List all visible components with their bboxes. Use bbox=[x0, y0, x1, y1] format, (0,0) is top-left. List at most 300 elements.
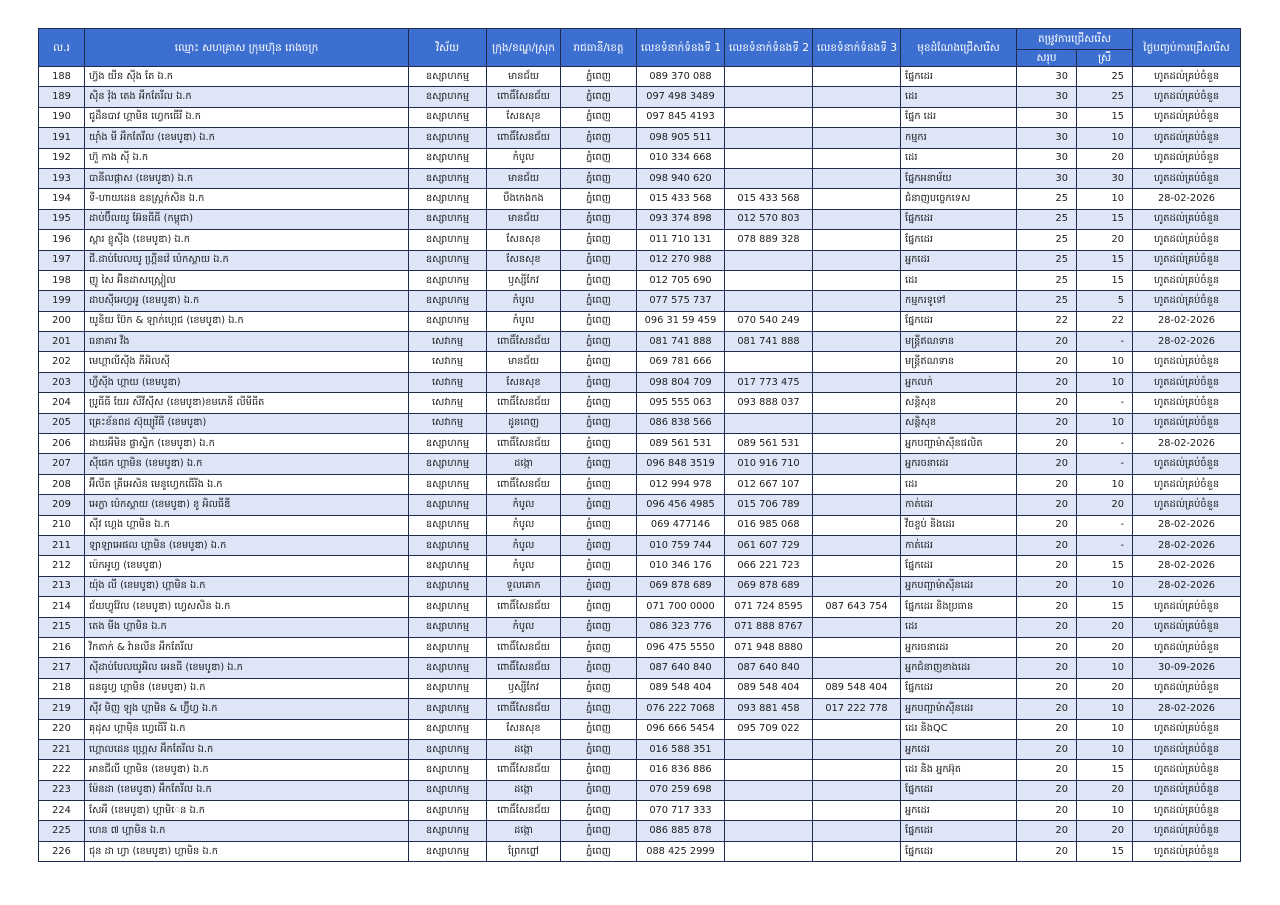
cell-province: ភ្នំពេញ bbox=[561, 107, 637, 127]
cell-district: ពោធិ៍សែនជ័យ bbox=[487, 637, 561, 657]
cell-deadline: 28-02-2026 bbox=[1133, 576, 1241, 596]
cell-company-name: ឡាឡាអេផល ហ្គាមិន (ខេមបូឌា) ឯ.ក bbox=[85, 535, 409, 555]
cell-total: 20 bbox=[1017, 332, 1077, 352]
cell-phone-1: 076 222 7068 bbox=[637, 699, 725, 719]
cell-province: ភ្នំពេញ bbox=[561, 393, 637, 413]
cell-phone-2 bbox=[725, 148, 813, 168]
cell-no: 194 bbox=[39, 189, 85, 209]
cell-female: 10 bbox=[1077, 474, 1133, 494]
cell-phone-1: 089 370 088 bbox=[637, 67, 725, 87]
cell-female: - bbox=[1077, 515, 1133, 535]
cell-province: ភ្នំពេញ bbox=[561, 372, 637, 392]
cell-district: ឫស្សីកែវ bbox=[487, 678, 561, 698]
cell-position: ផ្នែកដេរ bbox=[901, 678, 1017, 698]
header-sector: វិស័យ bbox=[409, 29, 487, 67]
cell-deadline: 28-02-2026 bbox=[1133, 535, 1241, 555]
cell-female: 10 bbox=[1077, 739, 1133, 759]
cell-no: 189 bbox=[39, 87, 85, 107]
cell-phone-2 bbox=[725, 128, 813, 148]
cell-company-name: យូនិយ ប៊ែក & ឡាក់ហ្គេជ (ខេមបូឌា) ឯ.ក bbox=[85, 311, 409, 331]
cell-company-name: ស៊ីដាប់បែលយូអិល អេនធី (ខេមបូឌា) ឯ.ក bbox=[85, 658, 409, 678]
cell-district: កំបូល bbox=[487, 515, 561, 535]
cell-province: ភ្នំពេញ bbox=[561, 495, 637, 515]
cell-province: ភ្នំពេញ bbox=[561, 413, 637, 433]
cell-phone-3 bbox=[813, 230, 901, 250]
job-listing-table bbox=[38, 28, 1241, 862]
table-row bbox=[39, 311, 1241, 331]
cell-sector: សេវាកម្ម bbox=[409, 372, 487, 392]
table-row bbox=[39, 760, 1241, 780]
cell-sector: ឧស្សាហកម្ម bbox=[409, 637, 487, 657]
cell-phone-3 bbox=[813, 719, 901, 739]
cell-female: 10 bbox=[1077, 658, 1133, 678]
cell-total: 20 bbox=[1017, 495, 1077, 515]
cell-no: 204 bbox=[39, 393, 85, 413]
cell-phone-1: 095 555 063 bbox=[637, 393, 725, 413]
cell-district: ដូនពេញ bbox=[487, 413, 561, 433]
cell-company-name: ជ័យហ្វូវ៉ែល (ខេមបូឌា) ហ្វេសសិន ឯ.ក bbox=[85, 597, 409, 617]
cell-district: កំបូល bbox=[487, 556, 561, 576]
cell-district: សែនសុខ bbox=[487, 250, 561, 270]
cell-company-name: ហ្គោលដេន ហ្គ្រេស អឹកតែរីល ឯ.ក bbox=[85, 739, 409, 759]
cell-phone-3 bbox=[813, 556, 901, 576]
cell-phone-3 bbox=[813, 270, 901, 290]
cell-phone-2: 071 724 8595 bbox=[725, 597, 813, 617]
cell-phone-2: 095 709 022 bbox=[725, 719, 813, 739]
cell-sector: សេវាកម្ម bbox=[409, 332, 487, 352]
cell-phone-1: 081 741 888 bbox=[637, 332, 725, 352]
cell-phone-3 bbox=[813, 434, 901, 454]
cell-total: 20 bbox=[1017, 597, 1077, 617]
cell-female: 20 bbox=[1077, 230, 1133, 250]
cell-phone-3 bbox=[813, 148, 901, 168]
cell-deadline: ហូតដល់គ្រប់ចំនួន bbox=[1133, 148, 1241, 168]
cell-no: 200 bbox=[39, 311, 85, 331]
cell-no: 218 bbox=[39, 678, 85, 698]
cell-position: កាត់ដេរ bbox=[901, 495, 1017, 515]
cell-deadline: ហូតដល់គ្រប់ចំនួន bbox=[1133, 719, 1241, 739]
cell-position: ផ្នែកដេរ bbox=[901, 780, 1017, 800]
cell-phone-1: 093 374 898 bbox=[637, 209, 725, 229]
cell-phone-2: 010 916 710 bbox=[725, 454, 813, 474]
cell-phone-1: 087 640 840 bbox=[637, 658, 725, 678]
cell-phone-3 bbox=[813, 393, 901, 413]
cell-phone-1: 086 885 878 bbox=[637, 821, 725, 841]
cell-province: ភ្នំពេញ bbox=[561, 67, 637, 87]
cell-phone-3 bbox=[813, 454, 901, 474]
cell-deadline: ហូតដល់គ្រប់ចំនួន bbox=[1133, 801, 1241, 821]
cell-sector: ឧស្សាហកម្ម bbox=[409, 128, 487, 148]
cell-female: 15 bbox=[1077, 250, 1133, 270]
table-row bbox=[39, 841, 1241, 861]
cell-company-name: អានជីលី ហ្គាមិន (ខេមបូឌា) ឯ.ក bbox=[85, 760, 409, 780]
cell-total: 20 bbox=[1017, 556, 1077, 576]
table-row bbox=[39, 270, 1241, 290]
cell-deadline: 28-02-2026 bbox=[1133, 189, 1241, 209]
header-phone-2: លេខទំនាក់ទំនងទី 2 bbox=[725, 29, 813, 67]
cell-no: 220 bbox=[39, 719, 85, 739]
cell-total: 25 bbox=[1017, 291, 1077, 311]
cell-total: 20 bbox=[1017, 678, 1077, 698]
table-row bbox=[39, 352, 1241, 372]
table-row bbox=[39, 189, 1241, 209]
cell-province: ភ្នំពេញ bbox=[561, 678, 637, 698]
cell-deadline: 30-09-2026 bbox=[1133, 658, 1241, 678]
cell-phone-1: 097 498 3489 bbox=[637, 87, 725, 107]
cell-phone-3 bbox=[813, 617, 901, 637]
cell-total: 20 bbox=[1017, 372, 1077, 392]
table-body bbox=[39, 67, 1241, 862]
cell-sector: សេវាកម្ម bbox=[409, 413, 487, 433]
cell-phone-2 bbox=[725, 841, 813, 861]
cell-total: 30 bbox=[1017, 87, 1077, 107]
cell-female: 10 bbox=[1077, 352, 1133, 372]
cell-phone-2: 093 888 037 bbox=[725, 393, 813, 413]
table-row bbox=[39, 617, 1241, 637]
cell-phone-1: 010 334 668 bbox=[637, 148, 725, 168]
cell-total: 20 bbox=[1017, 780, 1077, 800]
cell-no: 195 bbox=[39, 209, 85, 229]
cell-phone-1: 089 548 404 bbox=[637, 678, 725, 698]
cell-phone-2: 093 881 458 bbox=[725, 699, 813, 719]
cell-phone-3 bbox=[813, 637, 901, 657]
cell-total: 30 bbox=[1017, 107, 1077, 127]
cell-phone-1: 012 270 988 bbox=[637, 250, 725, 270]
cell-phone-1: 086 323 776 bbox=[637, 617, 725, 637]
cell-phone-2: 087 640 840 bbox=[725, 658, 813, 678]
cell-female: 15 bbox=[1077, 760, 1133, 780]
cell-company-name: ជូដឹនបាវ ហ្គាមិន ហ្វេកធើរី ឯ.ក bbox=[85, 107, 409, 127]
cell-phone-3 bbox=[813, 87, 901, 107]
cell-phone-1: 010 759 744 bbox=[637, 535, 725, 555]
cell-phone-2: 016 985 068 bbox=[725, 515, 813, 535]
cell-deadline: ហូតដល់គ្រប់ចំនួន bbox=[1133, 678, 1241, 698]
cell-phone-3 bbox=[813, 189, 901, 209]
cell-district: ពោធិ៍សែនជ័យ bbox=[487, 760, 561, 780]
cell-province: ភ្នំពេញ bbox=[561, 841, 637, 861]
cell-company-name: ប្រូធីធី យែរ សឺវីស៊ីស (ខេមបូឌា)ខមភេនី លីមីធីត bbox=[85, 393, 409, 413]
cell-position: អ្នកដេរ bbox=[901, 739, 1017, 759]
cell-phone-1: 015 433 568 bbox=[637, 189, 725, 209]
cell-company-name: ស៊ីវ ហ្គេង ហ្គាមិន ឯ.ក bbox=[85, 515, 409, 535]
cell-phone-2 bbox=[725, 291, 813, 311]
cell-female: 30 bbox=[1077, 168, 1133, 188]
cell-company-name: មេហ្គាលីស៊ីង ភីអិលស៊ី bbox=[85, 352, 409, 372]
cell-phone-2 bbox=[725, 270, 813, 290]
cell-female: 22 bbox=[1077, 311, 1133, 331]
cell-phone-1: 077 575 737 bbox=[637, 291, 725, 311]
cell-deadline: ហូតដល់គ្រប់ចំនួន bbox=[1133, 454, 1241, 474]
cell-company-name: បានីលផ្កាស (ខេមបូឌា) ឯ.ក bbox=[85, 168, 409, 188]
cell-company-name: យ៉ុង លី (ខេមបូឌា) ហ្គាមិន ឯ.ក bbox=[85, 576, 409, 596]
cell-province: ភ្នំពេញ bbox=[561, 332, 637, 352]
table-row bbox=[39, 332, 1241, 352]
cell-phone-3 bbox=[813, 372, 901, 392]
cell-no: 212 bbox=[39, 556, 85, 576]
cell-total: 25 bbox=[1017, 209, 1077, 229]
cell-deadline: ហូតដល់គ្រប់ចំនួន bbox=[1133, 128, 1241, 148]
cell-province: ភ្នំពេញ bbox=[561, 454, 637, 474]
cell-province: ភ្នំពេញ bbox=[561, 311, 637, 331]
cell-deadline: ហូតដល់គ្រប់ចំនួន bbox=[1133, 67, 1241, 87]
cell-phone-2: 061 607 729 bbox=[725, 535, 813, 555]
table-row bbox=[39, 230, 1241, 250]
cell-phone-1: 096 31 59 459 bbox=[637, 311, 725, 331]
table-row bbox=[39, 168, 1241, 188]
cell-no: 217 bbox=[39, 658, 85, 678]
cell-no: 213 bbox=[39, 576, 85, 596]
cell-district: ដង្កោ bbox=[487, 454, 561, 474]
cell-total: 20 bbox=[1017, 699, 1077, 719]
cell-sector: ឧស្សាហកម្ម bbox=[409, 801, 487, 821]
cell-position: វីចខ្ចប់ និងដេរ bbox=[901, 515, 1017, 535]
cell-no: 211 bbox=[39, 535, 85, 555]
cell-position: អ្នកជំនាញខាងដេរ bbox=[901, 658, 1017, 678]
cell-position: ផ្នែកដេរ bbox=[901, 841, 1017, 861]
cell-position: ដេរ និងQC bbox=[901, 719, 1017, 739]
cell-deadline: ហូតដល់គ្រប់ចំនួន bbox=[1133, 209, 1241, 229]
table-row bbox=[39, 576, 1241, 596]
cell-sector: ឧស្សាហកម្ម bbox=[409, 576, 487, 596]
cell-no: 201 bbox=[39, 332, 85, 352]
cell-female: 20 bbox=[1077, 821, 1133, 841]
cell-company-name: ហ្វីស៊ីង ហ្គាយ (ខេមបូឌា) bbox=[85, 372, 409, 392]
cell-female: 15 bbox=[1077, 107, 1133, 127]
cell-phone-2: 078 889 328 bbox=[725, 230, 813, 250]
cell-sector: ឧស្សាហកម្ម bbox=[409, 474, 487, 494]
cell-position: កាត់ដេរ bbox=[901, 535, 1017, 555]
table-row bbox=[39, 719, 1241, 739]
cell-sector: សេវាកម្ម bbox=[409, 393, 487, 413]
cell-sector: ឧស្សាហកម្ម bbox=[409, 760, 487, 780]
cell-phone-3 bbox=[813, 658, 901, 678]
cell-district: កំបូល bbox=[487, 291, 561, 311]
cell-no: 219 bbox=[39, 699, 85, 719]
cell-no: 202 bbox=[39, 352, 85, 372]
cell-phone-1: 086 838 566 bbox=[637, 413, 725, 433]
cell-position: ផ្នែកដេរ bbox=[901, 821, 1017, 841]
cell-total: 20 bbox=[1017, 535, 1077, 555]
cell-deadline: ហូតដល់គ្រប់ចំនួន bbox=[1133, 270, 1241, 290]
cell-phone-2 bbox=[725, 413, 813, 433]
cell-phone-1: 071 700 0000 bbox=[637, 597, 725, 617]
cell-female: 15 bbox=[1077, 209, 1133, 229]
cell-phone-3 bbox=[813, 780, 901, 800]
cell-female: 10 bbox=[1077, 189, 1133, 209]
cell-company-name: វិកតាក់ & វ៉ានលីន អឹកតែរីល bbox=[85, 637, 409, 657]
cell-company-name: ដាប់ប៊ឹលយូ អ៊ែនធីធី (កម្ពុជា) bbox=[85, 209, 409, 229]
cell-total: 20 bbox=[1017, 719, 1077, 739]
cell-sector: ឧស្សាហកម្ម bbox=[409, 148, 487, 168]
cell-province: ភ្នំពេញ bbox=[561, 87, 637, 107]
cell-phone-1: 070 259 698 bbox=[637, 780, 725, 800]
cell-sector: ឧស្សាហកម្ម bbox=[409, 495, 487, 515]
cell-province: ភ្នំពេញ bbox=[561, 352, 637, 372]
cell-company-name: ម៉ែនដា (ខេមបូឌា) អឹកតែរីល ឯ.ក bbox=[85, 780, 409, 800]
table-row bbox=[39, 780, 1241, 800]
cell-phone-2: 015 706 789 bbox=[725, 495, 813, 515]
cell-province: ភ្នំពេញ bbox=[561, 128, 637, 148]
cell-position: កម្មករទូទៅ bbox=[901, 291, 1017, 311]
cell-position: ដេរ bbox=[901, 270, 1017, 290]
cell-phone-3 bbox=[813, 821, 901, 841]
cell-phone-3 bbox=[813, 250, 901, 270]
table-row bbox=[39, 474, 1241, 494]
cell-position: អ្នករចនាដេរ bbox=[901, 454, 1017, 474]
cell-female: - bbox=[1077, 332, 1133, 352]
cell-phone-3 bbox=[813, 209, 901, 229]
cell-deadline: ហូតដល់គ្រប់ចំនួន bbox=[1133, 87, 1241, 107]
cell-district: ពោធិ៍សែនជ័យ bbox=[487, 393, 561, 413]
cell-position: មន្ត្រីឥណទាន bbox=[901, 332, 1017, 352]
cell-position: ផ្នែកដេរ bbox=[901, 311, 1017, 331]
cell-phone-1: 098 940 620 bbox=[637, 168, 725, 188]
cell-company-name: ញូ សៃ អ៊ិនដាសស្ត្រៀល bbox=[85, 270, 409, 290]
cell-district: ពោធិ៍សែនជ័យ bbox=[487, 474, 561, 494]
cell-district: ពោធិ៍សែនជ័យ bbox=[487, 658, 561, 678]
table-row bbox=[39, 801, 1241, 821]
cell-female: 20 bbox=[1077, 780, 1133, 800]
cell-sector: ឧស្សាហកម្ម bbox=[409, 168, 487, 188]
cell-company-name: ប៉េកអូហ្វ (ខេមបូឌា) bbox=[85, 556, 409, 576]
cell-no: 206 bbox=[39, 434, 85, 454]
cell-sector: ឧស្សាហកម្ម bbox=[409, 841, 487, 861]
cell-phone-1: 098 804 709 bbox=[637, 372, 725, 392]
cell-no: 192 bbox=[39, 148, 85, 168]
cell-province: ភ្នំពេញ bbox=[561, 617, 637, 637]
cell-company-name: សែអឺ (ខេមបូឌា) ហ្គាមិេន ឯ.ក bbox=[85, 801, 409, 821]
cell-phone-1: 070 717 333 bbox=[637, 801, 725, 821]
cell-phone-3 bbox=[813, 760, 901, 780]
cell-province: ភ្នំពេញ bbox=[561, 637, 637, 657]
cell-sector: ឧស្សាហកម្ម bbox=[409, 658, 487, 678]
cell-sector: ឧស្សាហកម្ម bbox=[409, 617, 487, 637]
cell-phone-3 bbox=[813, 739, 901, 759]
cell-deadline: ហូតដល់គ្រប់ចំនួន bbox=[1133, 597, 1241, 617]
cell-sector: ឧស្សាហកម្ម bbox=[409, 107, 487, 127]
cell-female: 20 bbox=[1077, 148, 1133, 168]
cell-female: - bbox=[1077, 454, 1133, 474]
cell-district: សែនសុខ bbox=[487, 372, 561, 392]
cell-district: ព្រែកព្នៅ bbox=[487, 841, 561, 861]
cell-position: ផ្នែក ដេរ bbox=[901, 107, 1017, 127]
cell-district: ដង្កោ bbox=[487, 780, 561, 800]
cell-deadline: 28-02-2026 bbox=[1133, 434, 1241, 454]
cell-position: ដេរ bbox=[901, 87, 1017, 107]
cell-phone-1: 096 848 3519 bbox=[637, 454, 725, 474]
cell-no: 214 bbox=[39, 597, 85, 617]
cell-phone-3: 087 643 754 bbox=[813, 597, 901, 617]
cell-company-name: ជុន ដា ហ្វា (ខេមបូឌា) ហ្គាមិន ឯ.ក bbox=[85, 841, 409, 861]
cell-sector: ឧស្សាហកម្ម bbox=[409, 597, 487, 617]
cell-phone-2 bbox=[725, 760, 813, 780]
table-row bbox=[39, 434, 1241, 454]
cell-position: សន្តិសុខ bbox=[901, 393, 1017, 413]
cell-total: 25 bbox=[1017, 250, 1077, 270]
cell-deadline: ហូតដល់គ្រប់ចំនួន bbox=[1133, 841, 1241, 861]
cell-deadline: ហូតដល់គ្រប់ចំនួន bbox=[1133, 760, 1241, 780]
cell-position: អ្នកបញ្ជាម៉ាស៊ីនដេរ bbox=[901, 576, 1017, 596]
cell-position: កម្មករ bbox=[901, 128, 1017, 148]
cell-province: ភ្នំពេញ bbox=[561, 270, 637, 290]
cell-district: បឹងកេងកង bbox=[487, 189, 561, 209]
header-phone-1: លេខទំនាក់ទំនងទី 1 bbox=[637, 29, 725, 67]
cell-company-name: ហ្វ៊ង យីន ស៊ីង តែ ឯ.ក bbox=[85, 67, 409, 87]
cell-company-name: គ្រេះខ័នពដ ស៊ុយ្យូរីធី (ខេមបូឌា) bbox=[85, 413, 409, 433]
cell-total: 25 bbox=[1017, 230, 1077, 250]
cell-province: ភ្នំពេញ bbox=[561, 597, 637, 617]
table-row bbox=[39, 454, 1241, 474]
cell-deadline: ហូតដល់គ្រប់ចំនួន bbox=[1133, 352, 1241, 372]
cell-company-name: យ៉ាំង មី អឹកតែរីល (ខេមបូឌា) ឯ.ក bbox=[85, 128, 409, 148]
cell-province: ភ្នំពេញ bbox=[561, 821, 637, 841]
cell-company-name: ដាបស៊ីអេហ្វអូ (ខេមបូឌា) ឯ.ក bbox=[85, 291, 409, 311]
cell-phone-3 bbox=[813, 535, 901, 555]
cell-phone-2 bbox=[725, 87, 813, 107]
cell-phone-2: 066 221 723 bbox=[725, 556, 813, 576]
cell-district: ពោធិ៍សែនជ័យ bbox=[487, 801, 561, 821]
cell-phone-2: 070 540 249 bbox=[725, 311, 813, 331]
cell-phone-1: 096 456 4985 bbox=[637, 495, 725, 515]
cell-province: ភ្នំពេញ bbox=[561, 189, 637, 209]
cell-phone-1: 089 561 531 bbox=[637, 434, 725, 454]
cell-deadline: ហូតដល់គ្រប់ចំនួន bbox=[1133, 739, 1241, 759]
cell-no: 193 bbox=[39, 168, 85, 188]
cell-total: 30 bbox=[1017, 148, 1077, 168]
cell-province: ភ្នំពេញ bbox=[561, 760, 637, 780]
cell-female: 10 bbox=[1077, 576, 1133, 596]
cell-total: 20 bbox=[1017, 739, 1077, 759]
cell-sector: ឧស្សាហកម្ម bbox=[409, 556, 487, 576]
cell-female: - bbox=[1077, 393, 1133, 413]
cell-province: ភ្នំពេញ bbox=[561, 556, 637, 576]
cell-district: សែនសុខ bbox=[487, 107, 561, 127]
cell-sector: ឧស្សាហកម្ម bbox=[409, 699, 487, 719]
cell-female: 5 bbox=[1077, 291, 1133, 311]
cell-no: 216 bbox=[39, 637, 85, 657]
job-listing-sheet bbox=[38, 28, 1240, 862]
cell-phone-1: 096 475 5550 bbox=[637, 637, 725, 657]
cell-district: ពោធិ៍សែនជ័យ bbox=[487, 699, 561, 719]
cell-position: អ្នកលក់ bbox=[901, 372, 1017, 392]
cell-deadline: ហូតដល់គ្រប់ចំនួន bbox=[1133, 821, 1241, 841]
cell-female: 20 bbox=[1077, 495, 1133, 515]
cell-deadline: 28-02-2026 bbox=[1133, 332, 1241, 352]
cell-company-name: ធនធូហ្វ ហ្គាមិន (ខេមបូឌា) ឯ.ក bbox=[85, 678, 409, 698]
cell-deadline: ហូតដល់គ្រប់ចំនួន bbox=[1133, 107, 1241, 127]
cell-female: 20 bbox=[1077, 617, 1133, 637]
cell-province: ភ្នំពេញ bbox=[561, 291, 637, 311]
cell-total: 30 bbox=[1017, 128, 1077, 148]
cell-province: ភ្នំពេញ bbox=[561, 148, 637, 168]
cell-position: ជំនាញបច្ចេកទេស bbox=[901, 189, 1017, 209]
cell-province: ភ្នំពេញ bbox=[561, 515, 637, 535]
cell-female: 15 bbox=[1077, 841, 1133, 861]
cell-total: 20 bbox=[1017, 576, 1077, 596]
cell-district: កំបូល bbox=[487, 495, 561, 515]
header-district: ក្រុង/ខណ្ឌ/ស្រុក bbox=[487, 29, 561, 67]
cell-no: 221 bbox=[39, 739, 85, 759]
cell-province: ភ្នំពេញ bbox=[561, 719, 637, 739]
cell-phone-2: 017 773 475 bbox=[725, 372, 813, 392]
cell-phone-3: 089 548 404 bbox=[813, 678, 901, 698]
table-row bbox=[39, 556, 1241, 576]
cell-no: 224 bbox=[39, 801, 85, 821]
cell-phone-1: 011 710 131 bbox=[637, 230, 725, 250]
table-row bbox=[39, 699, 1241, 719]
cell-deadline: ហូតដល់គ្រប់ចំនួន bbox=[1133, 617, 1241, 637]
table-row bbox=[39, 495, 1241, 515]
